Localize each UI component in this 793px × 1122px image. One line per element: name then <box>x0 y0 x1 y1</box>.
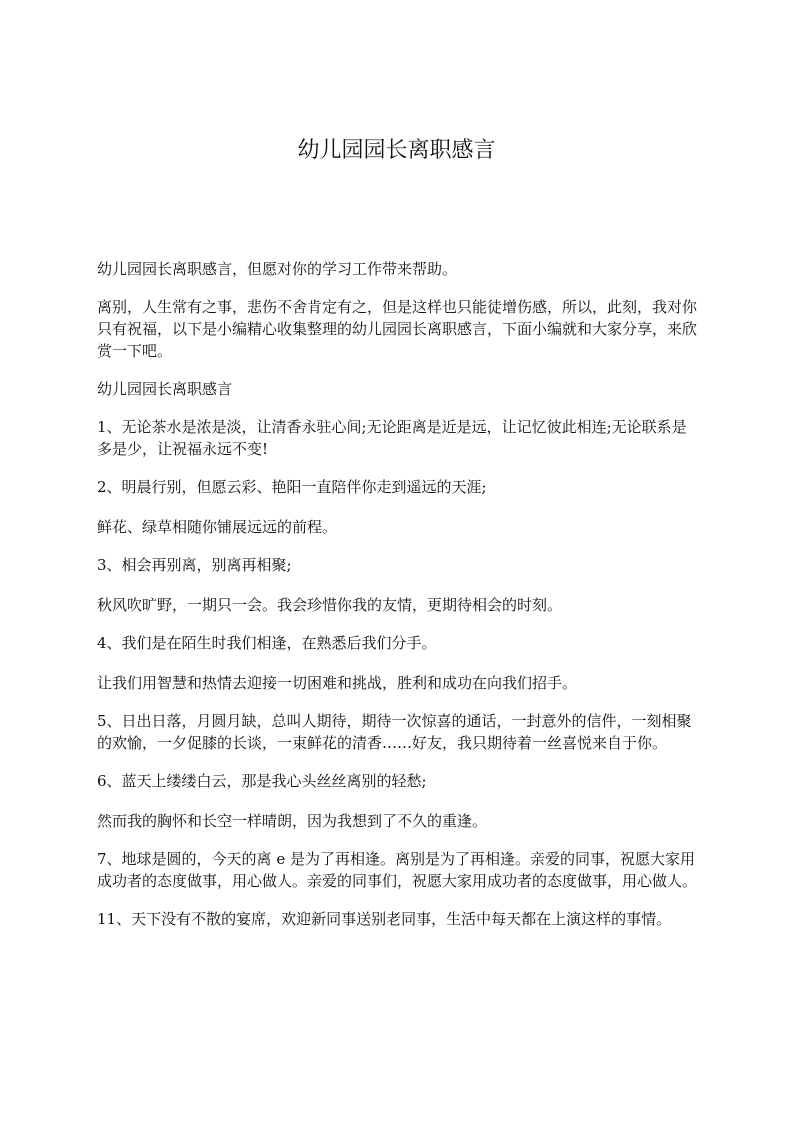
paragraph-item-1: 1、无论茶水是浓是淡，让清香永驻心间;无论距离是近是远，让记忆彼此相连;无论联系是多是少，让祝福永远不变! <box>97 418 687 458</box>
document-title: 幼儿园园长离职感言 <box>297 138 496 163</box>
paragraph-item-6-cont: 然而我的胸怀和长空一样晴朗，因为我想到了不久的重逢。 <box>97 812 488 830</box>
paragraph-item-11: 11、天下没有不散的宴席，欢迎新同事送别老同事，生活中每天都在上演这样的事情。 <box>97 910 672 928</box>
paragraph-item-4: 4、我们是在陌生时我们相逢，在熟悉后我们分手。 <box>97 634 437 652</box>
paragraph-intro: 幼儿园园长离职感言，但愿对你的学习工作带来帮助。 <box>97 260 458 278</box>
paragraph-item-5: 5、日出日落，月圆月缺，总叫人期待，期待一次惊喜的通话，一封意外的信件，一刻相聚的欢愉，一夕促膝的长谈，一束鲜花的清香……好友，我只期待着一丝喜悦来自于你。 <box>97 712 692 752</box>
paragraph-item-7: 7、地球是圆的，今天的离 e 是为了再相逢。离别是为了再相逢。亲爱的同事，祝愿大家用成功者的态度做事，用心做人。亲爱的同事们，祝愿大家用成功者的态度做事，用心做人。 <box>97 850 698 890</box>
paragraph-item-6: 6、蓝天上缕缕白云，那是我心头丝丝离别的轻愁; <box>97 772 427 790</box>
paragraph-subheading: 幼儿园园长离职感言 <box>97 380 233 398</box>
paragraph-item-2-cont: 鲜花、绿草相随你铺展远远的前程。 <box>97 518 338 536</box>
paragraph-item-3-cont: 秋风吹旷野，一期只一会。我会珍惜你我的友情，更期待相会的时刻。 <box>97 596 563 614</box>
document-body <box>97 258 700 930</box>
paragraph-item-3: 3、相会再别离，别离再相聚; <box>97 556 292 574</box>
paragraph-item-4-cont: 让我们用智慧和热情去迎接一切困难和挑战，胜利和成功在向我们招手。 <box>97 674 578 692</box>
paragraph-item-2: 2、明晨行别，但愿云彩、艳阳一直陪伴你走到遥远的天涯; <box>97 478 487 496</box>
paragraph-preface: 离别，人生常有之事，悲伤不舍肯定有之，但是这样也只能徒增伤感，所以，此刻，我对你只有祝福，以下是小编精心收集整理的幼儿园园长离职感言，下面小编就和大家分享，来欣赏一下吧。 <box>97 298 698 360</box>
